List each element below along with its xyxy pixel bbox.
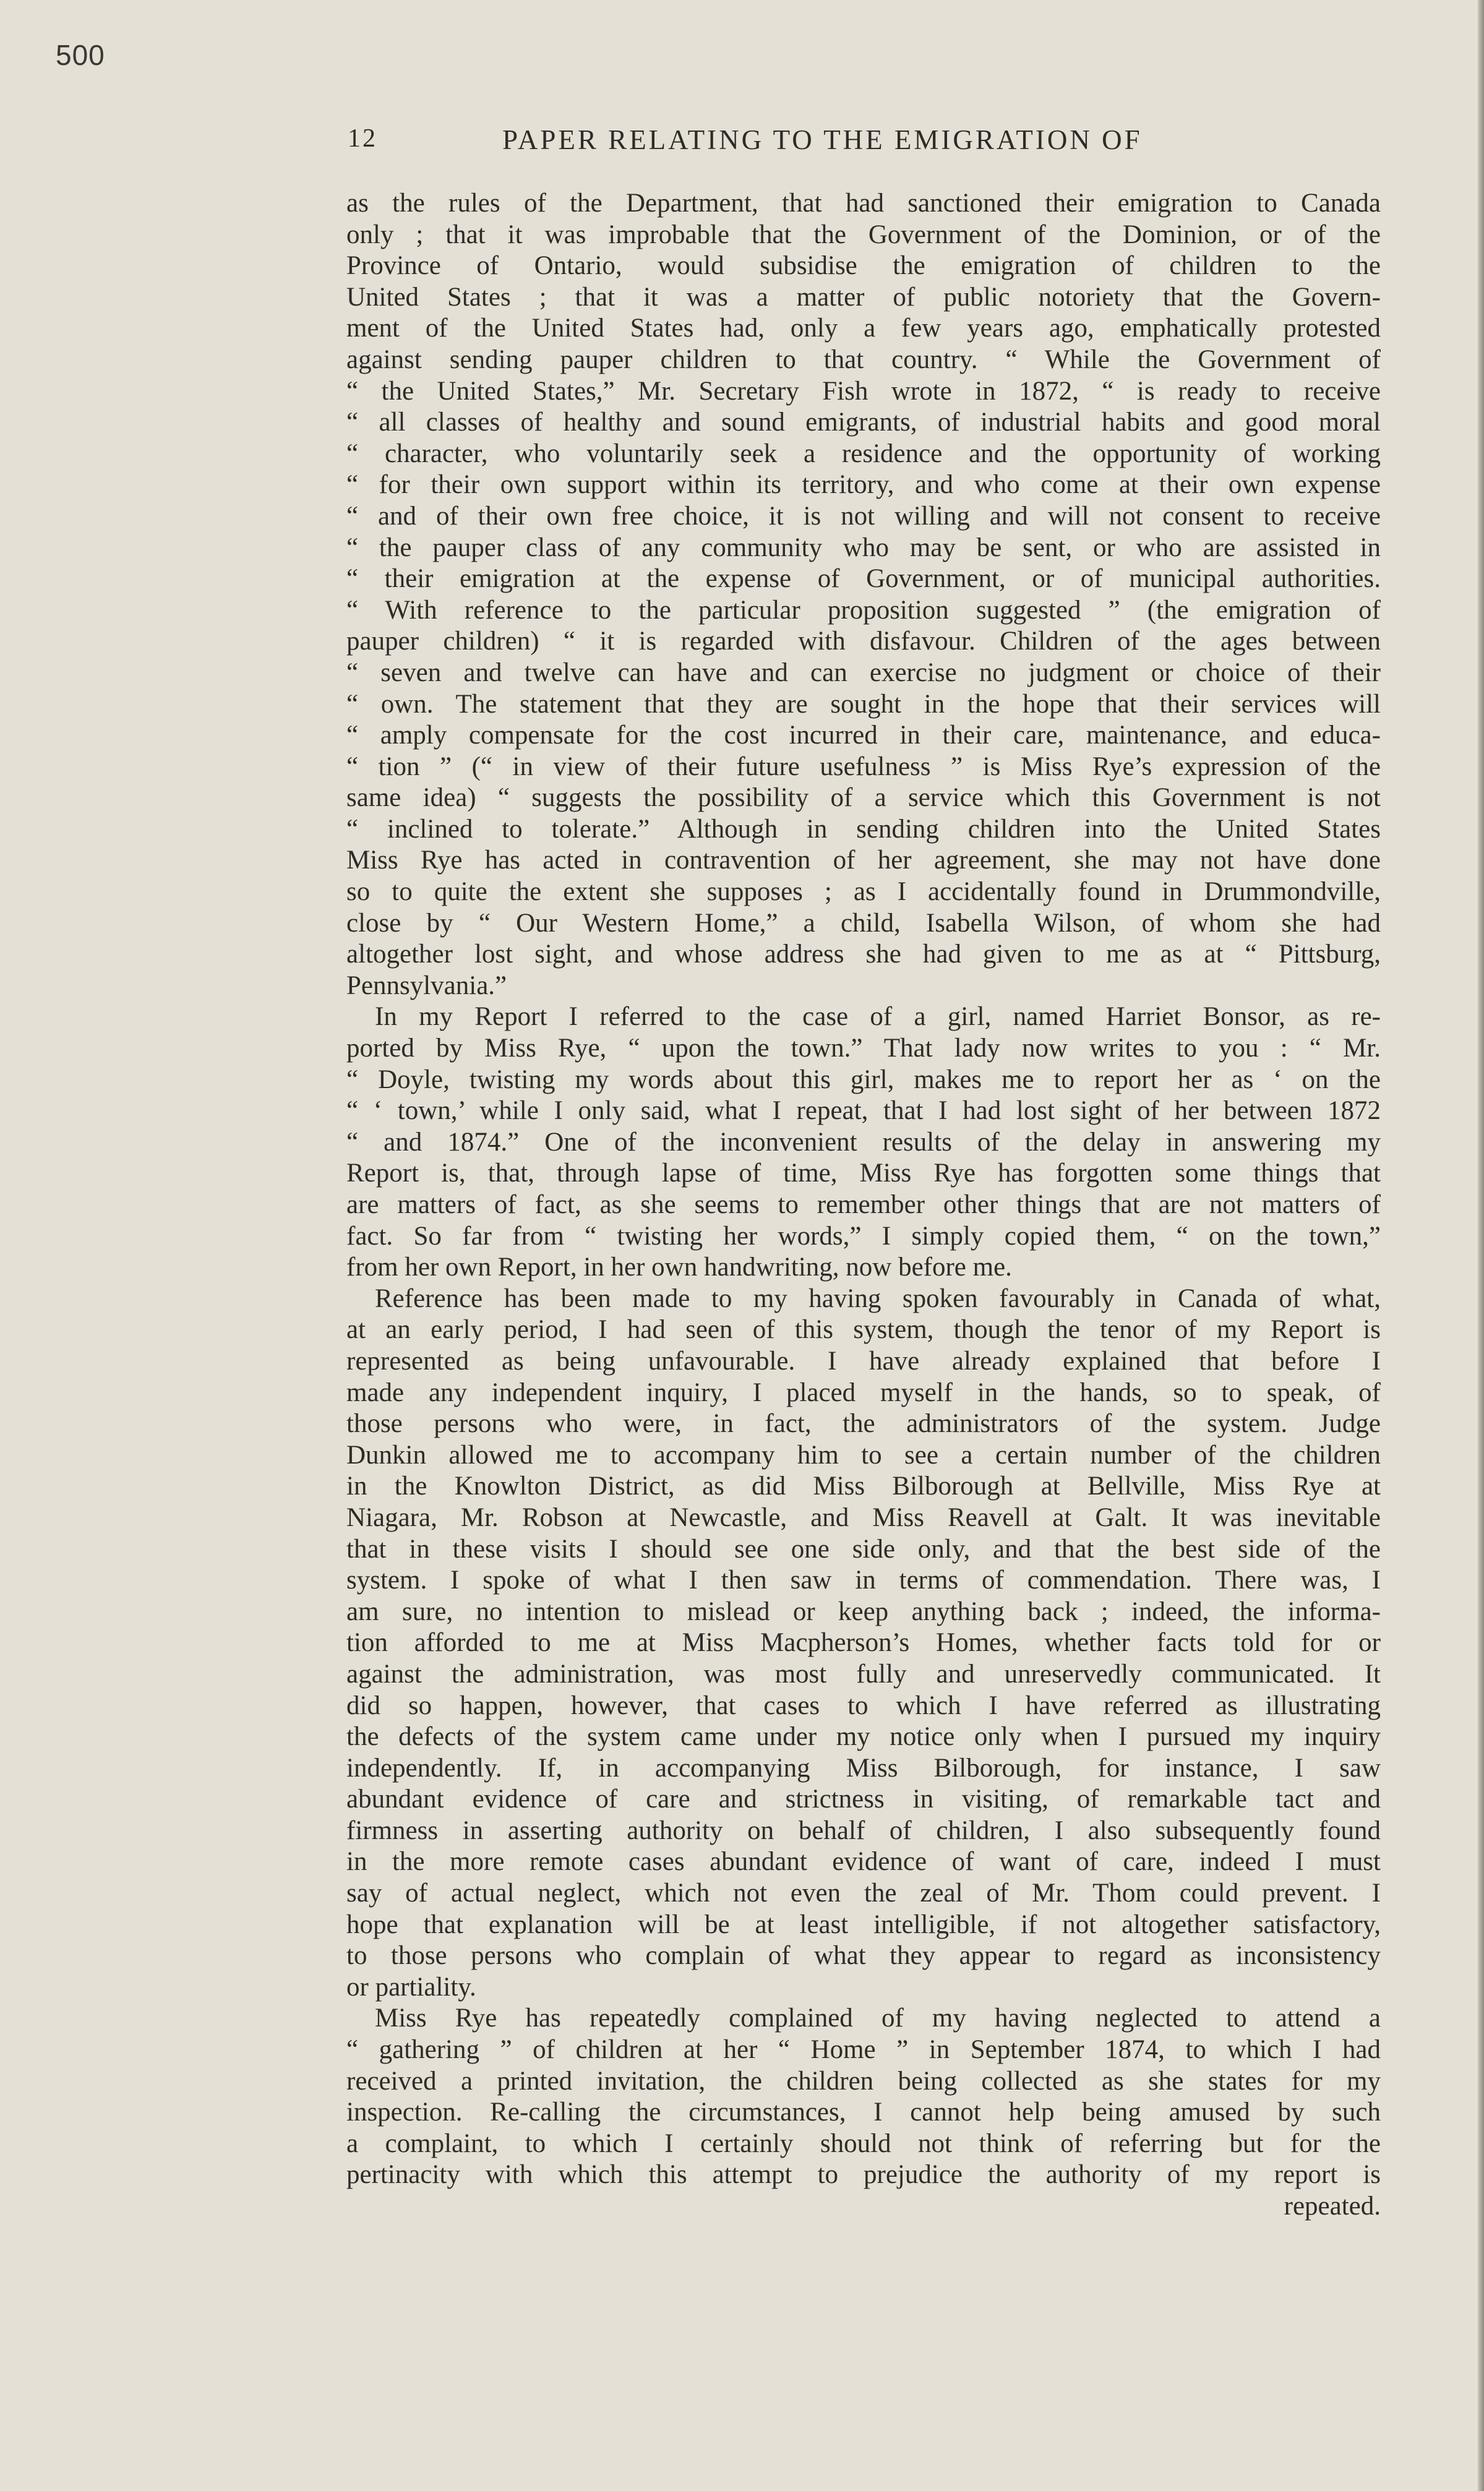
paragraph-start-line: Miss Rye has repeatedly complained of my having neglected to attend a (375, 2004, 1381, 2033)
text-line: Dunkin allowed me to accompany him to see a certain number of the children (346, 1440, 1381, 1470)
text-line: from her own Report, in her own handwriting, now before me. (346, 1253, 1012, 1282)
paragraph-start-line: In my Report I referred to the case of a girl, named Harriet Bonsor, as re- (375, 1002, 1381, 1032)
text-line: only ; that it was improbable that the Government of the Dominion, or of the (346, 220, 1381, 249)
text-line: firmness in asserting authority on behalf of children, I also subsequently found (346, 1816, 1381, 1845)
text-line: altogether lost sight, and whose address she had given to me as at “ Pittsburg, (346, 940, 1381, 969)
text-line: as the rules of the Department, that had sanctioned their emigration to Canada (346, 189, 1381, 218)
text-line: the defects of the system came under my notice only when I pursued my inquiry (346, 1722, 1381, 1752)
text-line: tion afforded to me at Miss Macpherson’s Homes, whether facts told for or (346, 1628, 1381, 1658)
text-line: “ seven and twelve can have and can exercise no judgment or choice of their (346, 658, 1381, 687)
text-line: say of actual neglect, which not even the zeal of Mr. Thom could prevent. I (346, 1879, 1381, 1908)
text-line: “ amply compensate for the cost incurred in their care, maintenance, and educa- (346, 721, 1381, 750)
text-line: made any independent inquiry, I placed myself in the hands, so to speak, of (346, 1378, 1381, 1407)
text-line: pauper children) “ it is regarded with disfavour. Children of the ages between (346, 627, 1381, 656)
text-line: “ character, who voluntarily seek a residence and the opportunity of working (346, 439, 1381, 468)
text-line: “ and 1874.” One of the inconvenient results of the delay in answering my (346, 1127, 1381, 1157)
text-line: those persons who were, in fact, the administrators of the system. Judge (346, 1409, 1381, 1439)
text-line: same idea) “ suggests the possibility of a service which this Government is not (346, 783, 1381, 813)
text-line: pertinacity with which this attempt to prejudice the authority of my report is (346, 2160, 1381, 2190)
text-line: hope that explanation will be at least intelligible, if not altogether satisfactory, (346, 1910, 1381, 1939)
text-line: “ tion ” (“ in view of their future usefulness ” is Miss Rye’s expression of the (346, 752, 1381, 781)
text-line: a complaint, to which I certainly should not think of referring but for the (346, 2129, 1381, 2158)
text-line: against sending pauper children to that country. “ While the Government of (346, 345, 1381, 374)
text-line: system. I spoke of what I then saw in terms of commendation. There was, I (346, 1566, 1381, 1595)
body-text (346, 188, 1381, 2223)
text-line: am sure, no intention to mislead or keep anything back ; indeed, the informa- (346, 1597, 1381, 1626)
text-line: received a printed invitation, the children being collected as she states for my (346, 2066, 1381, 2096)
text-line: Niagara, Mr. Robson at Newcastle, and Miss Reavell at Galt. It was inevitable (346, 1503, 1381, 1532)
text-line: United States ; that it was a matter of public notoriety that the Govern- (346, 282, 1381, 312)
text-line: “ Doyle, twisting my words about this girl, makes me to report her as ‘ on the (346, 1065, 1381, 1094)
running-head-title: PAPER RELATING TO THE EMIGRATION OF (502, 124, 1143, 155)
text-line: inspection. Re-calling the circumstances, I cannot help being amused by such (346, 2098, 1381, 2127)
page-number: 12 (348, 124, 377, 153)
text-line: ported by Miss Rye, “ upon the town.” That lady now writes to you : “ Mr. (346, 1034, 1381, 1063)
text-line: did so happen, however, that cases to which I have referred as illustrating (346, 1691, 1381, 1720)
page-edge-shadow (1478, 0, 1484, 2491)
text-line: “ their emigration at the expense of Government, or of municipal authorities. (346, 564, 1381, 594)
text-line: in the Knowlton District, as did Miss Bilborough at Bellville, Miss Rye at (346, 1472, 1381, 1501)
text-line: abundant evidence of care and strictness in visiting, of remarkable tact and (346, 1785, 1381, 1814)
text-line: “ With reference to the particular proposition suggested ” (the emigration of (346, 595, 1381, 625)
text-line: close by “ Our Western Home,” a child, Isabella Wilson, of whom she had (346, 908, 1381, 938)
text-line: at an early period, I had seen of this system, though the tenor of my Report is (346, 1315, 1381, 1345)
text-line: independently. If, in accompanying Miss Bilborough, for instance, I saw (346, 1753, 1381, 1783)
text-line: ment of the United States had, only a few years ago, emphatically protested (346, 314, 1381, 343)
running-head (348, 124, 1379, 161)
text-line: fact. So far from “ twisting her words,” I simply copied them, “ on the town,” (346, 1221, 1381, 1251)
text-line: or partiality. (346, 1972, 476, 2002)
scan-page-number: 500 (56, 39, 105, 71)
text-line: that in these visits I should see one side only, and that the best side of the (346, 1534, 1381, 1564)
text-line: in the more remote cases abundant evidence of want of care, indeed I must (346, 1847, 1381, 1877)
text-line: Miss Rye has acted in contravention of her agreement, she may not have done (346, 846, 1381, 875)
text-line: “ and of their own free choice, it is not willing and will not consent to receive (346, 501, 1381, 531)
text-line: “ the pauper class of any community who may be sent, or who are assisted in (346, 533, 1381, 562)
text-line: “ gathering ” of children at her “ Home ” in September 1874, to which I had (346, 2035, 1381, 2065)
catchword: repeated. (1284, 2192, 1381, 2221)
text-line: to those persons who complain of what they appear to regard as inconsistency (346, 1941, 1381, 1971)
text-line: represented as being unfavourable. I have already explained that before I (346, 1346, 1381, 1376)
text-line: “ inclined to tolerate.” Although in sending children into the United States (346, 814, 1381, 844)
text-line: Pennsylvania.” (346, 971, 507, 1000)
text-line: “ all classes of healthy and sound emigrants, of industrial habits and good moral (346, 408, 1381, 437)
text-line: “ ‘ town,’ while I only said, what I repeat, that I had lost sight of her between 1872 (346, 1096, 1381, 1126)
text-line: Report is, that, through lapse of time, Miss Rye has forgotten some things that (346, 1159, 1381, 1188)
text-line: “ for their own support within its territory, and who come at their own expense (346, 470, 1381, 500)
text-line: against the administration, was most fully and unreservedly communicated. It (346, 1659, 1381, 1689)
text-line: so to quite the extent she supposes ; as I accidentally found in Drummondville, (346, 877, 1381, 907)
text-line: Province of Ontario, would subsidise the emigration of children to the (346, 251, 1381, 281)
text-line: “ the United States,” Mr. Secretary Fish wrote in 1872, “ is ready to receive (346, 376, 1381, 406)
text-line: “ own. The statement that they are sought in the hope that their services will (346, 689, 1381, 719)
text-line: are matters of fact, as she seems to remember other things that are not matters of (346, 1190, 1381, 1219)
paragraph-start-line: Reference has been made to my having spoken favourably in Canada of what, (375, 1284, 1381, 1313)
